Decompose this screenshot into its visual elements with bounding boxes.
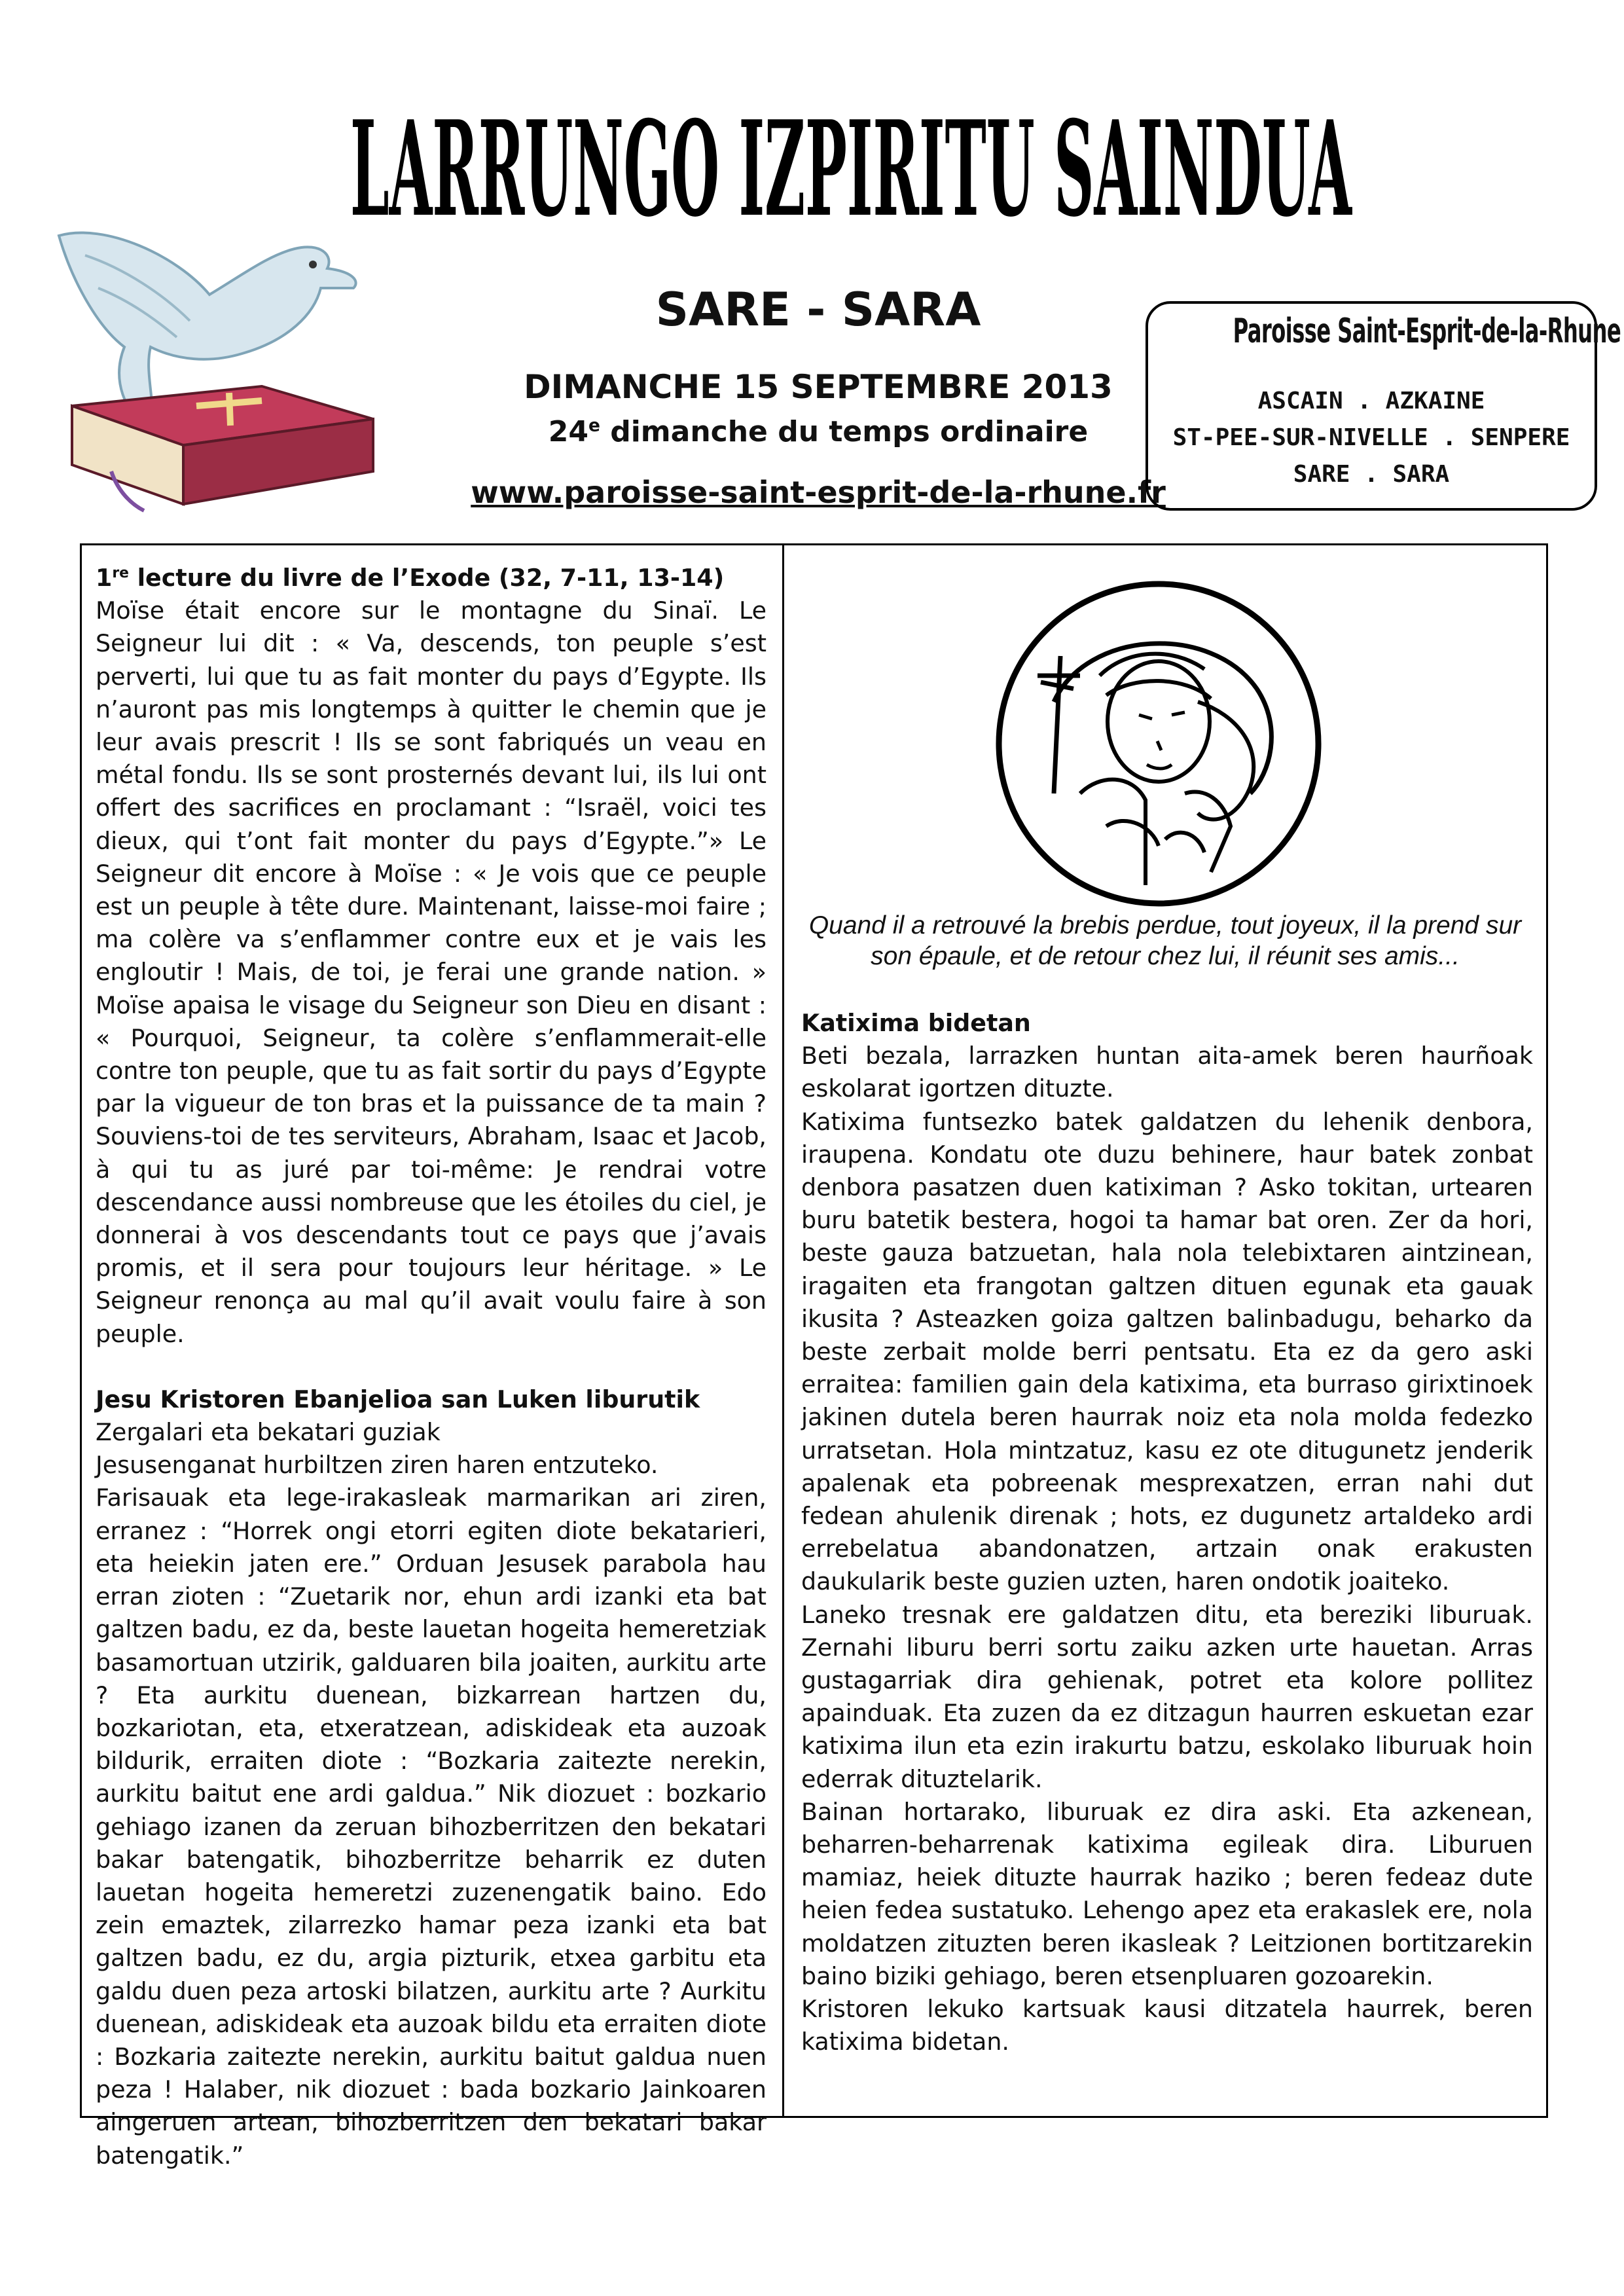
gospel-text: Farisauak eta lege-irakasleak marmarikan ari ziren, erranez : “Horrek ongi etorri egiten diote bekatarieri, eta heiekin jaten ere.” Orduan Jesusek parabola hau erran zioten : “Zuetarik nor, ehun ardi izanki eta bat galtzen badu, ez da, beste lauetan hogeita hemeretziak basamortuan utzirik, galduaren bila joaiten, aurkitu arte ? Eta aurkitu duenean, bizkarrean hartzen du, bozkariotan, eta, etxeratzean, adiskideak eta auzoak bildurik, erraiten diote : “Bozkaria zaitezte nerekin, aurkitu baitut ene ardi galdua.” Nik diozuet : bozkario gehiago izanen da zeruan bihozberritzen den bekatari bakar batengatik, bihozberritze beharrik ez duten lauetan hogeita hemeretzi zuzenengatik baino. Edo zein emaztek, zilarrezko hamar peza izanki eta bat galtzen badu, ez du, argia pizturik, etxea garbitu eta galdu duen peza artoski bilatzen, aurkitu arte ? Aurkitu duenean, adiskideak eta auzoak bildu eta erraiten diote : Bozkaria zaitezte nerekin, aurkitu baitut galdua nuen peza ! Halaber, nik diozuet : bada bozkario Jainkoaren aingeruen artean, bihozberritzen den bekatari bakar batengatik.” <box>96 1484 767 2170</box>
gospel-subtitle-1: Zergalari eta bekatari guziak <box>96 1418 441 1447</box>
column-divider <box>782 543 784 2118</box>
paragraph: Kristoren lekuko kartsuak kausi ditzatela haurrek, beren katixima bidetan. <box>801 1995 1533 2056</box>
parish-title: Paroisse Saint-Esprit-de-la-Rhune <box>1233 312 1621 351</box>
gospel-subtitle-2: Jesusenganat hurbiltzen ziren haren entzuteko. <box>96 1451 659 1480</box>
dove-bible-illustration <box>46 196 412 530</box>
section-heading: Katixima bidetan <box>801 1009 1031 1037</box>
right-column <box>801 1007 1533 2059</box>
paragraph: Beti bezala, larrazken huntan aita-amek beren haurñoak eskolarat igortzen dituzte. <box>801 1042 1533 1103</box>
liturgical-sunday: 24e dimanche du temps ordinaire <box>548 415 1089 448</box>
image-caption: Quand il a retrouvé la brebis perdue, tout joyeux, il la prend sur son épaule, et de retour chez lui, il réunit ses amis... <box>808 911 1522 970</box>
bible-icon <box>72 386 373 511</box>
left-column <box>96 562 767 2172</box>
parish-box <box>1146 301 1621 511</box>
masthead-text: LARRUNGO IZPIRITU SAINDUA <box>350 98 1353 246</box>
shepherd-emblem-icon <box>975 577 1342 910</box>
paragraph: Laneko tresnak ere galdatzen ditu, eta bereziki liburuak. Zernahi liburu berri sortu zaiku azken urte hauetan. Arras gustagarriak dira gehienak, potret eta kolore pollitez apainduak. Eta zuzen da ez ditzagun haurren eskuetan ezar katixima ilun eta ezin irakurtu batzu, eskolako liburuak hoin ederrak dituztelarik. <box>801 1600 1533 1793</box>
parish-towns-line-1: ASCAIN . AZKAINE <box>1257 388 1485 414</box>
parish-towns-line-3: SARE . SARA <box>1293 461 1450 488</box>
website-link[interactable]: www.paroisse-saint-esprit-de-la-rhune.fr <box>471 475 1166 510</box>
reading-text: Moïse était encore sur le montagne du Sinaï. Le Seigneur lui dit : « Va, descends, ton peuple s’est perverti, lui que tu as fait monter du pays d’Egypte. Ils n’auront pas mis longtemps à quitter le chemin que je leur avais prescrit ! Ils se sont fabriqués un veau en métal fondu. Ils se sont prosternés devant lui, ils lui ont offert des sacrifices en proclamant : “Israël, voici tes dieux, qui t’ont fait monter du pays d’Egypte.”» Le Seigneur dit encore à Moïse : « Je vois que ce peuple est un peuple à tête dure. Maintenant, laisse-moi faire ; ma colère va s’enflammer contre eux et je vais les engloutir ! Mais, de toi, je ferai une grande nation. » Moïse apaisa le visage du Seigneur son Dieu en disant : « Pourquoi, Seigneur, ta colère s’enflammerait-elle contre ton peuple, que tu as fait sortir du pays d’Egypte par la vigueur de ton bras et la puissance de ta main ? Souviens-toi de tes serviteurs, Abraham, Isaac et Jacob, à qui tu as juré par toi-même: Je rendrai votre descendance aussi nombreuse que les étoiles du ciel, je donnerai à vos descendants tout ce pays que j’avais promis, et il sera pour toujours leur héritage. » Le Seigneur renonça au mal qu’il avait voulu faire à son peuple. <box>96 596 767 1348</box>
reading-heading: 1re lecture du livre de l’Exode (32, 7-11, 13-14) <box>96 564 725 592</box>
parish-towns-line-2: ST-PEE-SUR-NIVELLE . SENPERE <box>1172 424 1570 451</box>
town-name: SARE - SARA <box>655 283 981 337</box>
paragraph: Bainan hortarako, liburuak ez dira aski. Eta azkenean, beharren-beharrenak katixima egileak dira. Liburuen mamiaz, heiek dituzte haurrak haziko ; beren fedeaz dute heien fedea sustatuko. Lehengo apez eta erakaslek ere, nola moldatzen zituzten beren ikasleak ? Leitzionen bortitzarekin baino biziki gehiago, beren etsenpluaren gozoarekin. <box>801 1797 1533 1990</box>
issue-date: DIMANCHE 15 SEPTEMBRE 2013 <box>524 368 1113 406</box>
gospel-heading: Jesu Kristoren Ebanjelioa san Luken liburutik <box>96 1385 700 1413</box>
paragraph: Katixima funtsezko batek galdatzen du lehenik denbora, iraupena. Kondatu ote duzu behinere, haur batek zonbat denbora pasatzen duen katiximan ? Asko tokitan, urtearen buru batetik bestera, hogoi ta hamar bat oren. Zer da hori, beste gauza batzuetan, hala nola telebixtaren aintzinean, iragaiten eta frangotan galtzen dituen egunak eta gauak ikusita ? Asteazken goiza galtzen balinbadugu, beharko da beste zerbait molde berri pentsatu. Eta ez da gero aski erraitea: familien gain dela katixima, eta burraso girixtinoek jakinen dutela beren haurrak noiz eta nola molda fedezko urratsetan. Hola mintzatuz, kasu ez ote ditugunetz jenderik apalenak eta pobreenak mesprexatzen, erran nahi dut fedean ahulenik direnak ; hots, ez dugunetz artaldeko ardi errebelatua abandonatzen, artzain onak erakusten daukularik beste guzien uzten, haren ondotik joaiteko. <box>801 1107 1533 1596</box>
masthead-title <box>340 98 1362 268</box>
